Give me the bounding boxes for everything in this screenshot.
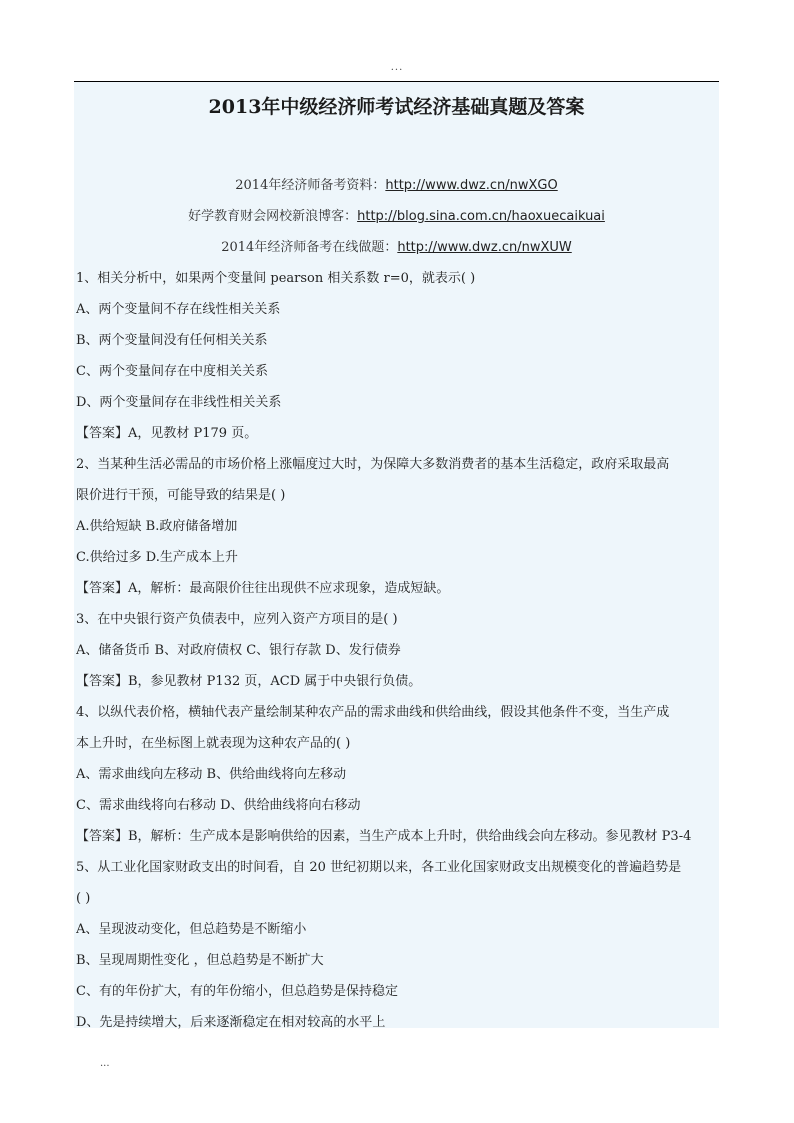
text-line: 2、当某种生活必需品的市场价格上涨幅度过大时，为保障大多数消费者的基本生活稳定，政府采取最高 — [76, 457, 670, 472]
link-prefix: 2014年经济师备考资料： — [235, 178, 386, 193]
link-prefix: 好学教育财会网校新浪博客： — [188, 209, 358, 224]
answer-line: 【答案】B，参见教材 P132 页，ACD 属于中央银行负债。 — [76, 674, 422, 689]
text-line: D、两个变量间存在非线性相关关系 — [76, 395, 282, 410]
question-list — [76, 263, 717, 1038]
text-line: A、储备货币 B、对政府债权 C、银行存款 D、发行债券 — [76, 643, 401, 658]
text-line: A.供给短缺 B.政府储备增加 — [76, 519, 238, 534]
resource-link-row — [76, 232, 717, 263]
text-line: 3、在中央银行资产负债表中，应列入资产方项目的是( ) — [76, 612, 398, 627]
page-footer-mark: ... — [100, 1058, 110, 1069]
text-line: A、两个变量间不存在线性相关关系 — [76, 302, 281, 317]
link-prefix: 2014年经济师备考在线做题： — [221, 240, 398, 255]
text-line: 4、以纵代表价格，横轴代表产量绘制某种农产品的需求曲线和供给曲线，假设其他条件不变，当生产成 — [76, 705, 670, 720]
text-line: B、呈现周期性变化 ，但总趋势是不断扩大 — [76, 953, 324, 968]
text-line: C.供给过多 D.生产成本上升 — [76, 550, 238, 565]
text-line: 限价进行干预，可能导致的结果是( ) — [76, 488, 286, 503]
document-title: 2013年中级经济师考试经济基础真题及答案 — [208, 96, 585, 118]
text-line: ( ) — [76, 891, 91, 906]
online-practice-link[interactable]: http://www.dwz.cn/nwXUW — [397, 240, 572, 255]
text-line: 本上升时，在坐标图上就表现为这种农产品的( ) — [76, 736, 351, 751]
study-materials-link[interactable]: http://www.dwz.cn/nwXGO — [385, 178, 558, 193]
blog-link[interactable]: http://blog.sina.com.cn/haoxuecaikuai — [357, 209, 605, 224]
text-line: D、先是持续增大，后来逐渐稳定在相对较高的水平上 — [76, 1015, 386, 1030]
answer-line: 【答案】B，解析：生产成本是影响供给的因素，当生产成本上升时，供给曲线会向左移动。参见教材 P3-4 — [76, 829, 692, 844]
text-line: B、两个变量间没有任何相关关系 — [76, 333, 268, 348]
answer-line: 【答案】A，解析：最高限价往往出现供不应求现象，造成短缺。 — [76, 581, 450, 596]
document-body — [74, 82, 719, 1028]
text-line: C、有的年份扩大，有的年份缩小，但总趋势是保持稳定 — [76, 984, 398, 999]
resource-link-row — [76, 170, 717, 201]
text-line: 1、相关分析中，如果两个变量间 pearson 相关系数 r=0，就表示( ) — [76, 271, 476, 286]
text-line: C、两个变量间存在中度相关关系 — [76, 364, 268, 379]
text-line: 5、从工业化国家财政支出的时间看，自 20 世纪初期以来，各工业化国家财政支出规模变化的普遍趋势是 — [76, 860, 682, 875]
resource-links — [76, 170, 717, 263]
text-line: A、呈现波动变化，但总趋势是不断缩小 — [76, 922, 307, 937]
text-line: C、需求曲线将向右移动 D、供给曲线将向右移动 — [76, 798, 361, 813]
answer-line: 【答案】A，见教材 P179 页。 — [76, 426, 258, 441]
page-header-mark: ... — [390, 62, 404, 73]
resource-link-row — [76, 201, 717, 232]
text-line: A、需求曲线向左移动 B、供给曲线将向左移动 — [76, 767, 347, 782]
